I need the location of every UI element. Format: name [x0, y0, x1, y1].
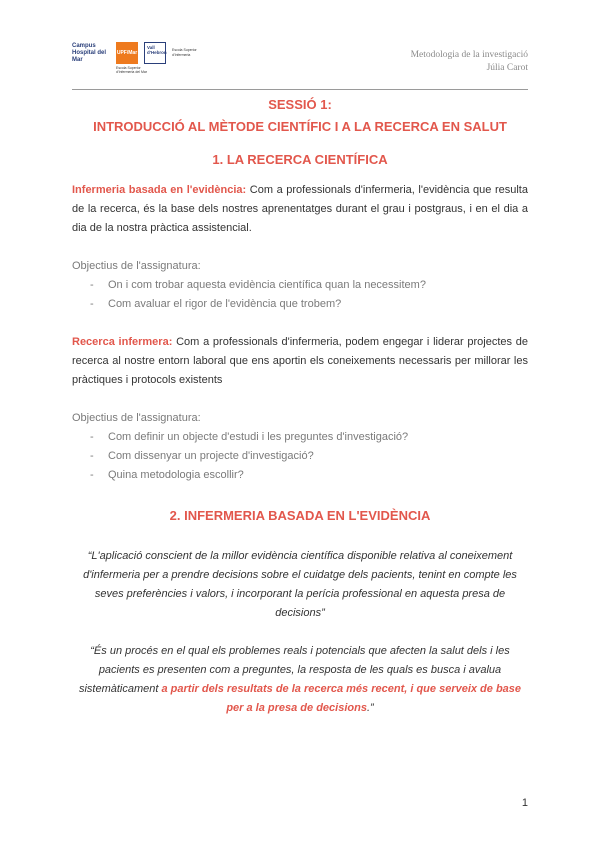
escola-infermeria-logo: Escola Superior d'Infermeria: [172, 48, 197, 57]
institution-logos: [72, 38, 206, 74]
list-item: - Quina metodologia escollir?: [90, 466, 528, 485]
page-header: [72, 34, 528, 90]
author-name: Júlia Carot: [486, 63, 528, 73]
upf-mar-logo-text: UPF/Mar: [116, 50, 138, 56]
session-title: SESSIÓ 1:: [268, 97, 332, 112]
upf-mar-logo: [116, 42, 148, 74]
campus-hospital-logo: Campus Hospital del Mar: [72, 43, 107, 63]
objectives-title-2: Objectius de l'assignatura:: [72, 412, 201, 424]
upf-mar-logo-subtitle: Escola Superior d'Infermeria del Mar: [116, 66, 148, 74]
section1-title: 1. LA RECERCA CIENTÍFICA: [212, 152, 388, 167]
quote2-highlight: a partir dels resultats de la recerca més recent, i que serveix de base per a la presa de decisions: [161, 683, 522, 714]
session-subtitle: INTRODUCCIÓ AL MÈTODE CIENTÍFIC I A LA RECERCA EN SALUT: [93, 119, 507, 134]
list-item: - Com definir un objecte d'estudi i les preguntes d'investigació?: [90, 428, 528, 447]
page-number: 1: [521, 797, 528, 809]
paragraph-evidence-based: [72, 181, 528, 238]
list-item: - Com avaluar el rigor de l'evidència que trobem?: [90, 295, 528, 314]
quote2-start: “És un procés en el qual els problemes reals i potencials que afecten la salut dels i les pacients es presenten com a preguntes, la resposta de les quals es busca i avalua sistemàticament: [78, 645, 510, 695]
header-divider: [72, 89, 528, 90]
subject-name: Metodologia de la investigació: [410, 50, 528, 60]
text-nursing-research: Com a professionals d'infermeria, podem engegar i liderar projectes de recerca al nostre entorn laboral que ens aportin els coneixements necessaris per millorar les pràctiques i protocols existents: [72, 336, 528, 386]
list-item: - On i com trobar aquesta evidència científica quan la necessitem?: [90, 276, 528, 295]
objectives-list-1: [90, 276, 528, 314]
quote-definition-2: [72, 642, 528, 718]
objectives-title-1: Objectius de l'assignatura:: [72, 260, 201, 272]
paragraph-nursing-research: [72, 333, 528, 390]
text-evidence-based: Com a professionals d'infermeria, l'evidència que resulta de la recerca, és la base dels nostres aprenentatges durant el grau i postgraus, i en el dia a dia de la nostra pràctica assistencial.: [72, 184, 528, 234]
label-nursing-research: Recerca infermera:: [72, 336, 173, 348]
list-item: - Com dissenyar un projecte d'investigació?: [90, 447, 528, 466]
quote-definition-1: “L'aplicació conscient de la millor evidència científica disponible relativa al coneixement d'infermeria per a prendre decisions sobre el cuidatge dels pacients, tenint en compte les seves preferències i valors, i incorporant la perícia professional en aquesta presa de decisions”: [83, 550, 517, 619]
document-body: [72, 95, 528, 718]
header-meta: [411, 49, 528, 75]
vall-hebron-logo: Vall d'Hebron: [144, 42, 166, 64]
quote2-end: .”: [366, 702, 374, 714]
objectives-list-2: [90, 428, 528, 485]
label-evidence-based: Infermeria basada en l'evidència:: [72, 184, 247, 196]
section2-title: 2. INFERMERIA BASADA EN L'EVIDÈNCIA: [169, 508, 431, 523]
